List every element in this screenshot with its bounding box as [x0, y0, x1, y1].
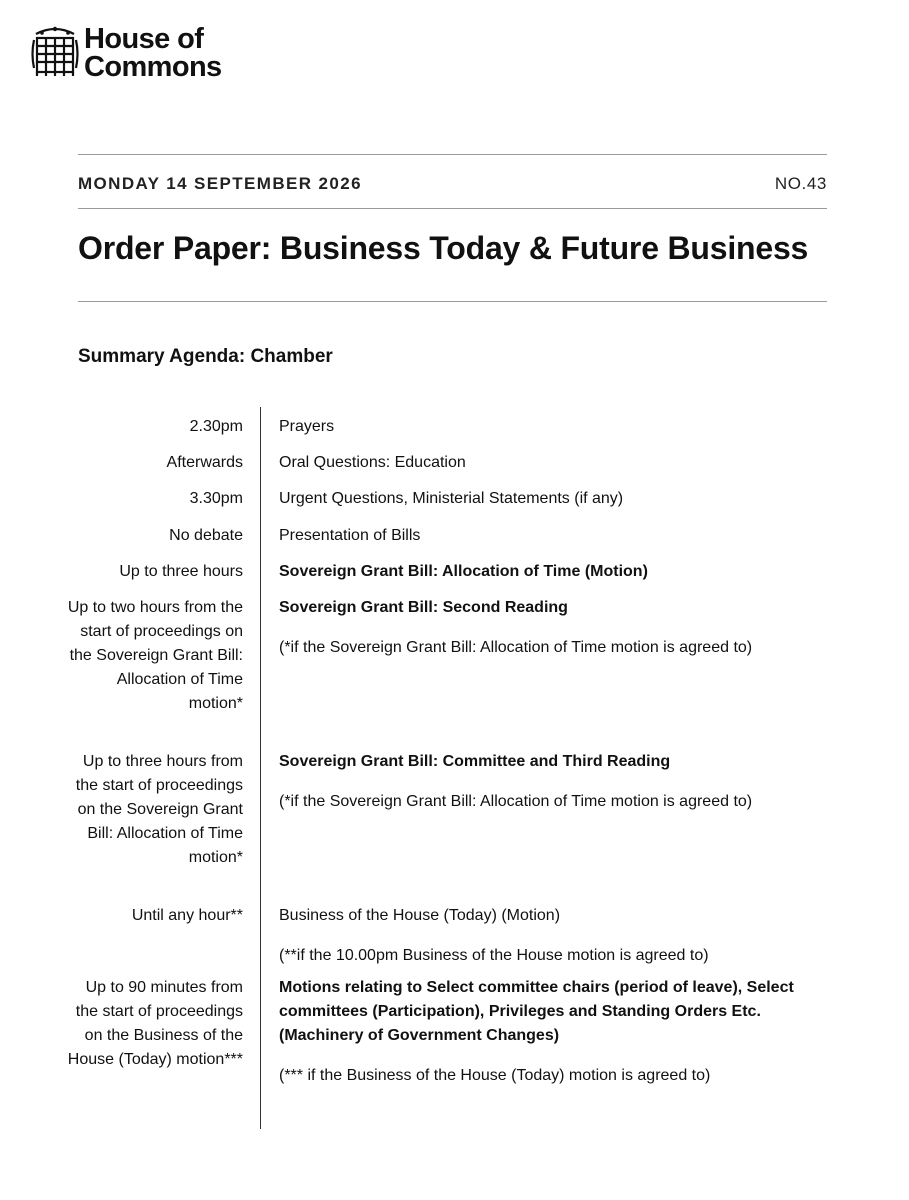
agenda-time: Afterwards [166, 454, 243, 471]
agenda-time: Until any hour** [131, 907, 243, 924]
agenda-item-title: Prayers [279, 418, 335, 435]
agenda-item [279, 415, 819, 439]
agenda-item [279, 560, 819, 584]
divider [78, 154, 827, 155]
divider [78, 301, 827, 302]
agenda-item-title: Urgent Questions, Ministerial Statements (if any) [279, 490, 624, 507]
divider [78, 208, 827, 209]
house-of-commons-logo [30, 24, 240, 84]
agenda-item-title: Motions relating to Select committee chairs (period of leave), Select committees (Participation), Privileges and Standing Orders Etc. (Machinery of Government Changes) [279, 979, 794, 1044]
agenda-item [279, 904, 819, 968]
summary-agenda [0, 407, 909, 1131]
page-title: Order Paper: Business Today & Future Business [78, 230, 809, 266]
agenda-item-title: Business of the House (Today) (Motion) [279, 907, 561, 924]
logo-line-2: Commons [84, 51, 222, 83]
agenda-item-note: (*** if the Business of the House (Today) motion is agreed to) [279, 1067, 711, 1084]
logo-line-1: House of [84, 23, 204, 55]
agenda-item [279, 451, 819, 475]
agenda-item [279, 976, 819, 1088]
agenda-item [279, 750, 819, 814]
agenda-time: Up to three hours [119, 563, 243, 580]
agenda-item-note: (*if the Sovereign Grant Bill: Allocation of Time motion is agreed to) [279, 639, 753, 656]
agenda-item [279, 487, 819, 511]
agenda-item-title: Sovereign Grant Bill: Allocation of Time (Motion) [279, 563, 648, 580]
agenda-item [279, 596, 819, 660]
portcullis-icon [30, 24, 80, 80]
sitting-date: MONDAY 14 SEPTEMBER 2026 [78, 174, 362, 193]
agenda-time: 2.30pm [189, 418, 243, 435]
agenda-item-title: Presentation of Bills [279, 527, 421, 544]
agenda-time: Up to 90 minutes from the start of proceedings on the Business of the House (Today) motion*** [67, 979, 243, 1068]
agenda-item-note: (**if the 10.00pm Business of the House motion is agreed to) [279, 947, 709, 964]
agenda-time: Up to two hours from the start of proceedings on the Sovereign Grant Bill: Allocation of Time motion* [67, 599, 243, 712]
agenda-divider-line [260, 407, 261, 1129]
agenda-time: 3.30pm [189, 490, 243, 507]
agenda-item-note: (*if the Sovereign Grant Bill: Allocation of Time motion is agreed to) [279, 793, 753, 810]
agenda-time: Up to three hours from the start of proceedings on the Sovereign Grant Bill: Allocation of Time motion* [75, 753, 243, 866]
agenda-heading: Summary Agenda: Chamber [78, 346, 333, 367]
agenda-item [279, 524, 819, 548]
order-paper-number: NO.43 [774, 174, 827, 193]
agenda-time: No debate [169, 527, 243, 544]
agenda-item-title: Sovereign Grant Bill: Second Reading [279, 599, 568, 616]
agenda-item-title: Sovereign Grant Bill: Committee and Third Reading [279, 753, 671, 770]
agenda-item-title: Oral Questions: Education [279, 454, 466, 471]
logo-wordmark [84, 25, 222, 81]
